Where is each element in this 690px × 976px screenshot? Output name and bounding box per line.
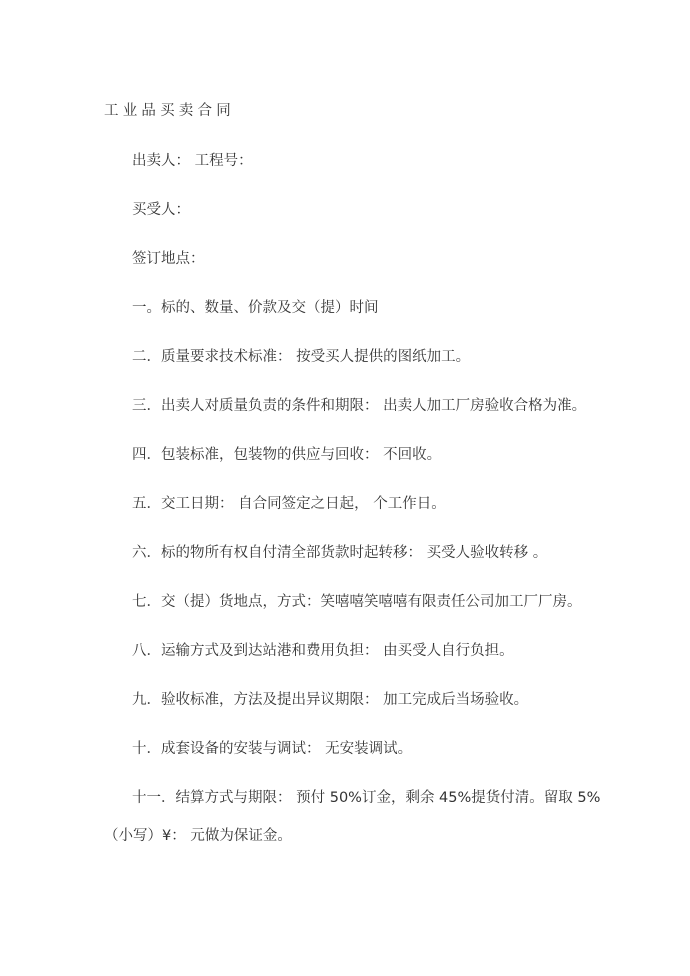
clause-6: 六．标的物所有权自付清全部货款时起转移： 买受人验收转移 。 — [132, 545, 548, 561]
clause-7: 七．交（提）货地点，方式：笑嘻嘻笑嘻嘻有限责任公司加工厂厂房。 — [132, 594, 582, 610]
clause-10: 十．成套设备的安装与调试： 无安装调试。 — [132, 741, 413, 757]
clause-8: 八．运输方式及到达站港和费用负担： 由买受人自行负担。 — [132, 643, 514, 659]
clause-1: 一。标的、数量、价款及交（提）时间 — [132, 300, 379, 316]
signing-place-field: 签订地点： — [132, 251, 205, 267]
clause-5: 五．交工日期： 自合同签定之日起， 个工作日。 — [132, 496, 446, 512]
clause-11: 十一．结算方式与期限： 预付 50%订金，剩余 45%提货付清。留取 5% — [132, 790, 601, 806]
clause-9: 九．验收标准，方法及提出异议期限： 加工完成后当场验收。 — [132, 692, 529, 708]
seller-field: 出卖人： 工程号： — [132, 153, 253, 169]
buyer-field: 买受人： — [132, 202, 190, 218]
document-title: 工业品买卖合同 — [104, 103, 235, 119]
clause-4: 四．包装标准，包装物的供应与回收： 不回收。 — [132, 447, 442, 463]
clause-11-continuation: （小写）¥： 元做为保证金。 — [104, 828, 292, 844]
clause-2: 二．质量要求技术标准： 按受买人提供的图纸加工。 — [132, 349, 471, 365]
clause-3: 三．出卖人对质量负责的条件和期限： 出卖人加工厂房验收合格为准。 — [132, 398, 587, 414]
